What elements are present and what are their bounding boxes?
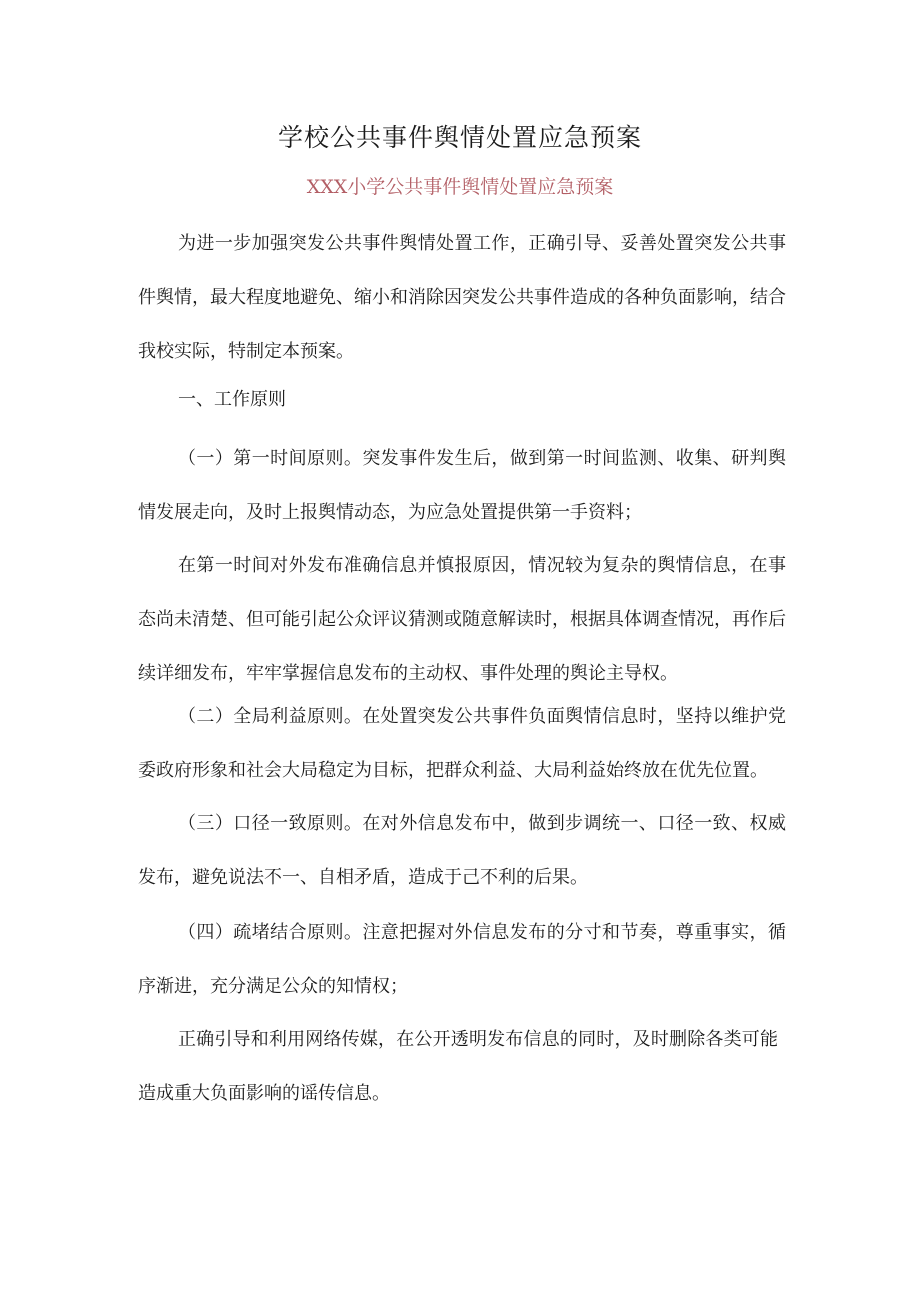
section-heading-principles: 一、工作原则 — [178, 389, 286, 410]
paragraph-principle-3: （三）口径一致原则。在对外信息发布中，做到步调统一、口径一致、权威发布，避免说法不一、自相矛盾，造成于己不利的后果。 — [138, 813, 786, 888]
paragraph-principle-1: （一）第一时间原则。突发事件发生后，做到第一时间监测、收集、研判舆情发展走向，及时上报舆情动态，为应急处置提供第一手资料； — [138, 448, 786, 523]
document-subtitle: XXX小学公共事件舆情处置应急预案 — [306, 176, 614, 198]
paragraph-principle-1-detail: 在第一时间对外发布准确信息并慎报原因，情况较为复杂的舆情信息，在事态尚未清楚、但可能引起公众评议猜测或随意解读时，根据具体调查情况，再作后续详细发布，牢牢掌握信息发布的主动权、事件处理的舆论主导权。 — [138, 555, 786, 684]
paragraph-principle-4: （四）疏堵结合原则。注意把握对外信息发布的分寸和节奏，尊重事实，循序渐进，充分满足公众的知情权； — [138, 922, 786, 997]
paragraph-principle-4-detail: 正确引导和利用网络传媒，在公开透明发布信息的同时，及时删除各类可能造成重大负面影响的谣传信息。 — [138, 1029, 778, 1104]
document-title: 学校公共事件舆情处置应急预案 — [277, 123, 642, 152]
paragraph-principle-2: （二）全局利益原则。在处置突发公共事件负面舆情信息时，坚持以维护党委政府形象和社会大局稳定为目标，把群众利益、大局利益始终放在优先位置。 — [138, 706, 786, 781]
paragraph-intro: 为进一步加强突发公共事件舆情处置工作，正确引导、妥善处置突发公共事件舆情，最大程度地避免、缩小和消除因突发公共事件造成的各种负面影响，结合我校实际，特制定本预案。 — [138, 233, 786, 362]
